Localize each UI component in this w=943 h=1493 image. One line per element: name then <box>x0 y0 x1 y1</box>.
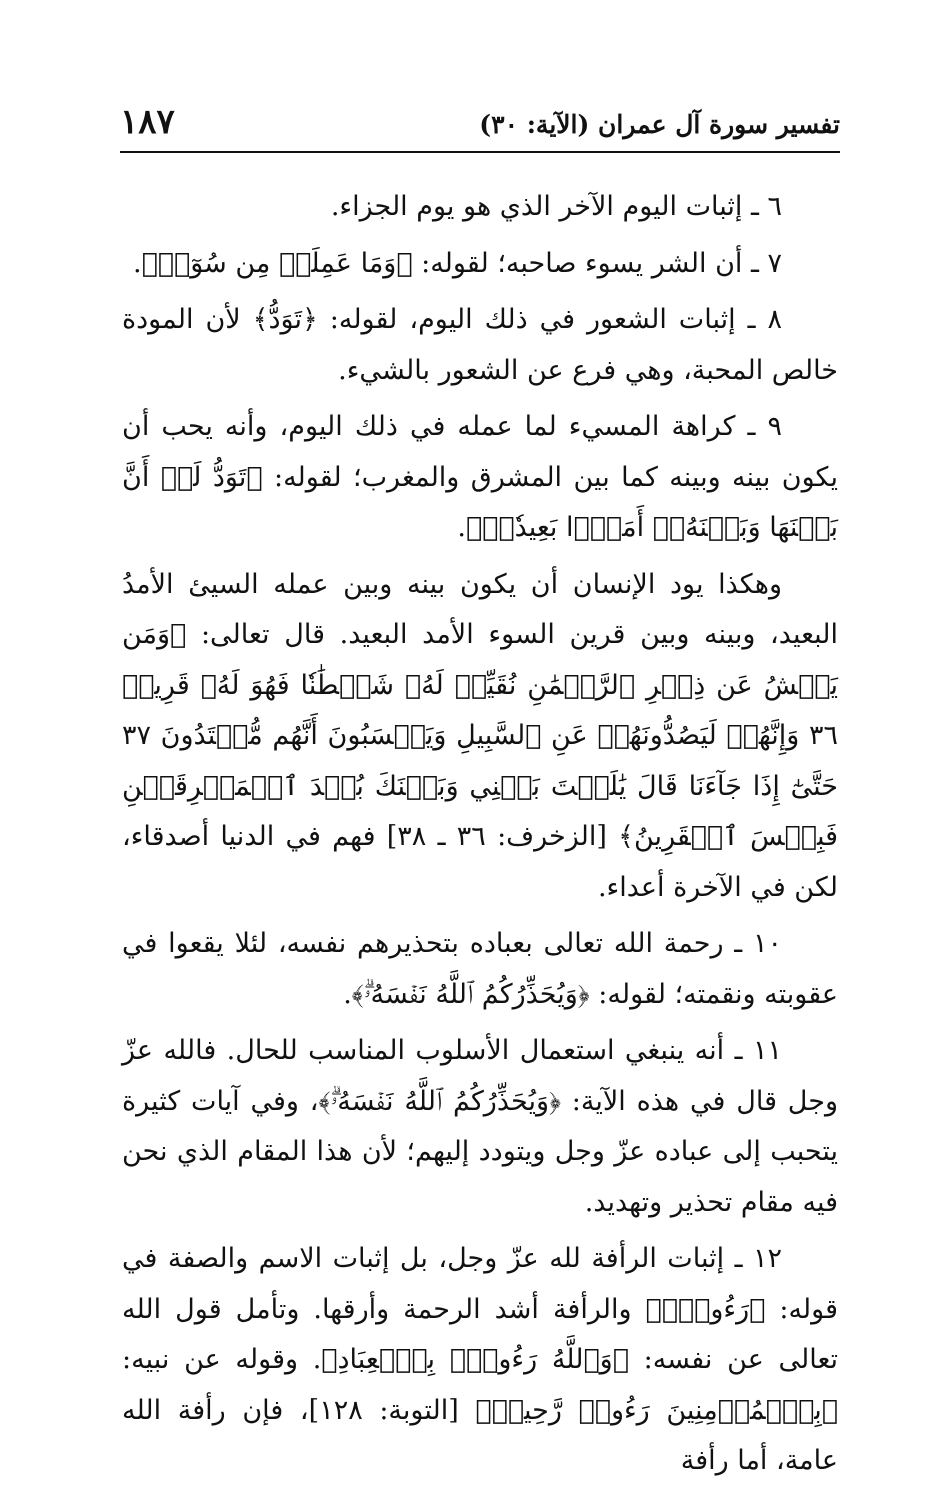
point-6: ٦ ـ إثبات اليوم الآخر الذي هو يوم الجزاء. <box>330 191 782 222</box>
header-divider <box>120 151 840 153</box>
point-9: ٩ ـ كراهة المسيء لما عمله في ذلك اليوم، وأنه يحب أن يكون بينه وبينه كما بين المشرق والمغرب؛ لقوله: ﴿تَوَدُّ لَوۡ أَنَّ بَيۡنَهَا وَبَيۡنَهُۥٓ أَمَدَۢا بَعِيدٗاۗ﴾. <box>122 411 838 543</box>
point-7: ٧ ـ أن الشر يسوء صاحبه؛ لقوله: ﴿وَمَا عَمِلَتۡ مِن سُوٓءٖ﴾. <box>133 247 782 279</box>
page-number: ١٨٧ <box>120 102 175 142</box>
point-10: ١٠ ـ رحمة الله تعالى بعباده بتحذيرهم نفسه، لئلا يقعوا في عقوبته ونقمته؛ لقوله: ﴿وَيُحَذِّرُكُمُ ٱللَّهُ نَفۡسَهُۥۗ﴾. <box>122 928 838 1010</box>
point-8: ٨ ـ إثبات الشعور في ذلك اليوم، لقوله: ﴿تَوَدُّ﴾ لأن المودة خالص المحبة، وهي فرع عن الشعور بالشيء. <box>122 304 838 386</box>
point-11: ١١ ـ أنه ينبغي استعمال الأسلوب المناسب للحال. فالله عزّ وجل قال في هذه الآية: ﴿وَيُحَذِّرُكُمُ ٱللَّهُ نَفۡسَهُۥۗ﴾، وفي آيات كثيرة يتحبب إلى عباده عزّ وجل ويتودد إليهم؛ لأن هذا المقام الذي نحن فيه مقام تحذير وتهديد. <box>122 1035 838 1218</box>
point-12: ١٢ ـ إثبات الرأفة لله عزّ وجل، بل إثبات الاسم والصفة في قوله: ﴿رَءُوفُۢ﴾ والرأفة أشد الرحمة وأرقها. وتأمل قول الله تعالى عن نفسه: ﴿وَٱللَّهُ رَءُوفُۢ بِٱلۡعِبَادِ﴾. وقوله عن نبيه: ﴿بِٱلۡمُؤۡمِنِينَ رَءُوفٞ رَّحِيمٞ﴾ [التوبة: ١٢٨]، فإن رأفة الله عامة، أما رأفة <box>122 1243 838 1476</box>
page-body <box>122 182 838 1493</box>
page-header <box>120 100 840 150</box>
commentary-paragraph: وهكذا يود الإنسان أن يكون بينه وبين عمله السيئ الأمدُ البعيد، وبينه وبين قرين السوء الأمد البعيد. قال تعالى: ﴿وَمَن يَعۡشُ عَن ذِكۡرِ ٱلرَّحۡمَٰنِ نُقَيِّضۡ لَهُۥ شَيۡطَٰنٗا فَهُوَ لَهُۥ قَرِينٞ ٣٦ وَإِنَّهُمۡ لَيَصُدُّونَهُمۡ عَنِ ٱلسَّبِيلِ وَيَحۡسَبُونَ أَنَّهُم مُّهۡتَدُونَ ٣٧ حَتَّىٰٓ إِذَا جَآءَنَا قَالَ يَٰلَيۡتَ بَيۡنِي وَبَيۡنَكَ بُعۡدَ ٱلۡمَشۡرِقَيۡنِ فَبِئۡسَ ٱلۡقَرِينُ﴾ [الزخرف: ٣٦ ـ ٣٨] فهم في الدنيا أصدقاء، لكن في الآخرة أعداء. <box>122 568 839 903</box>
running-title: تفسير سورة آل عمران (الآية: ٣٠) <box>479 110 840 139</box>
